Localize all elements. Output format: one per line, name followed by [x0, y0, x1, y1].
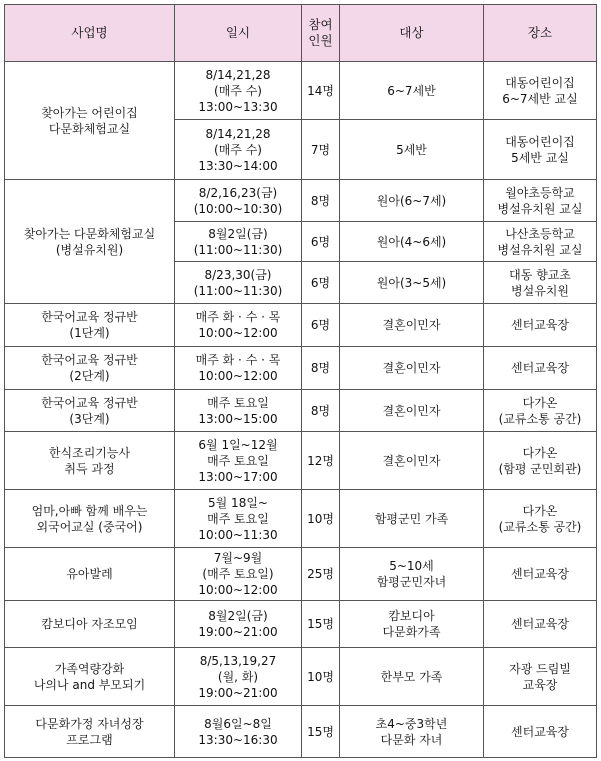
count-cell: 6명 [302, 222, 340, 262]
place-cell: 다가온 (함평 군민회관) [484, 432, 597, 490]
date-cell: 8/23,30(금) (11:00~11:30) [175, 262, 302, 304]
table-row [5, 706, 597, 758]
target-cell: 원아(4~6세) [340, 222, 484, 262]
count-cell: 8명 [302, 180, 340, 222]
place-cell: 월야초등학교 병설유치원 교실 [484, 180, 597, 222]
schedule-table [4, 4, 597, 758]
table-row [5, 390, 597, 432]
count-cell: 7명 [302, 120, 340, 180]
count-cell: 6명 [302, 304, 340, 347]
count-cell: 15명 [302, 601, 340, 648]
count-cell: 14명 [302, 62, 340, 120]
date-cell: 8월6일~8일 13:30~16:30 [175, 706, 302, 758]
place-cell: 나산초등학교 병설유치원 교실 [484, 222, 597, 262]
table-row [5, 648, 597, 706]
count-cell: 15명 [302, 706, 340, 758]
program-cell: 엄마,아빠 함께 배우는 외국어교실 (중국어) [5, 490, 175, 548]
header-target: 대상 [340, 5, 484, 62]
program-cell: 가족역량강화 나의나 and 부모되기 [5, 648, 175, 706]
header-count: 참여 인원 [302, 5, 340, 62]
target-cell: 원아(6~7세) [340, 180, 484, 222]
target-cell: 결혼이민자 [340, 432, 484, 490]
table-row [5, 62, 597, 120]
count-cell: 6명 [302, 262, 340, 304]
date-cell: 8/5,13,19,27 (월, 화) 19:00~21:00 [175, 648, 302, 706]
table-row [5, 548, 597, 601]
target-cell: 초4~중3학년 다문화 자녀 [340, 706, 484, 758]
program-cell: 한국어교육 정규반 (2단계) [5, 347, 175, 390]
place-cell: 다가온 (교류소통 공간) [484, 490, 597, 548]
target-cell: 함평군민 가족 [340, 490, 484, 548]
program-cell: 유아발레 [5, 548, 175, 601]
target-cell: 결혼이민자 [340, 390, 484, 432]
date-cell: 매주 토요일 13:00~15:00 [175, 390, 302, 432]
count-cell: 8명 [302, 347, 340, 390]
date-cell: 매주 화 · 수 · 목 10:00~12:00 [175, 304, 302, 347]
count-cell: 25명 [302, 548, 340, 601]
program-cell: 찾아가는 다문화체험교실 (병설유치원) [5, 180, 175, 304]
place-cell: 대동 향교초 병설유치원 [484, 262, 597, 304]
place-cell: 센터교육장 [484, 706, 597, 758]
target-cell: 6~7세반 [340, 62, 484, 120]
target-cell: 5세반 [340, 120, 484, 180]
table-row [5, 432, 597, 490]
header-place: 장소 [484, 5, 597, 62]
place-cell: 다가온 (교류소통 공간) [484, 390, 597, 432]
header-date: 일시 [175, 5, 302, 62]
count-cell: 8명 [302, 390, 340, 432]
table-row [5, 601, 597, 648]
table-row [5, 180, 597, 222]
target-cell: 5~10세 함평군민자녀 [340, 548, 484, 601]
target-cell: 원아(3~5세) [340, 262, 484, 304]
program-cell: 한국어교육 정규반 (1단계) [5, 304, 175, 347]
target-cell: 한부모 가족 [340, 648, 484, 706]
place-cell: 센터교육장 [484, 304, 597, 347]
count-cell: 10명 [302, 490, 340, 548]
header-row [5, 5, 597, 62]
date-cell: 6월 1일~12월 매주 토요일 13:00~17:00 [175, 432, 302, 490]
place-cell: 센터교육장 [484, 548, 597, 601]
place-cell: 대동어린이집 6~7세반 교실 [484, 62, 597, 120]
date-cell: 8/2,16,23(금) (10:00~10:30) [175, 180, 302, 222]
count-cell: 12명 [302, 432, 340, 490]
date-cell: 8/14,21,28 (매주 수) 13:00~13:30 [175, 62, 302, 120]
target-cell: 결혼이민자 [340, 347, 484, 390]
table-row [5, 304, 597, 347]
date-cell: 매주 화 · 수 · 목 10:00~12:00 [175, 347, 302, 390]
date-cell: 8월2일(금) 19:00~21:00 [175, 601, 302, 648]
program-cell: 찾아가는 어린이집 다문화체험교실 [5, 62, 175, 180]
program-cell: 캄보디아 자조모임 [5, 601, 175, 648]
program-cell: 한식조리기능사 취득 과정 [5, 432, 175, 490]
table-row [5, 347, 597, 390]
program-cell: 다문화가정 자녀성장 프로그램 [5, 706, 175, 758]
target-cell: 결혼이민자 [340, 304, 484, 347]
table-row [5, 490, 597, 548]
date-cell: 8월2일(금) (11:00~11:30) [175, 222, 302, 262]
place-cell: 대동어린이집 5세반 교실 [484, 120, 597, 180]
count-cell: 10명 [302, 648, 340, 706]
place-cell: 센터교육장 [484, 601, 597, 648]
place-cell: 자광 드림빌 교육장 [484, 648, 597, 706]
program-cell: 한국어교육 정규반 (3단계) [5, 390, 175, 432]
date-cell: 7월~9월 (매주 토요일) 10:00~12:00 [175, 548, 302, 601]
target-cell: 캄보디아 다문화가족 [340, 601, 484, 648]
date-cell: 8/14,21,28 (매주 수) 13:30~14:00 [175, 120, 302, 180]
place-cell: 센터교육장 [484, 347, 597, 390]
header-program: 사업명 [5, 5, 175, 62]
date-cell: 5월 18일~ 매주 토요일 10:00~11:30 [175, 490, 302, 548]
